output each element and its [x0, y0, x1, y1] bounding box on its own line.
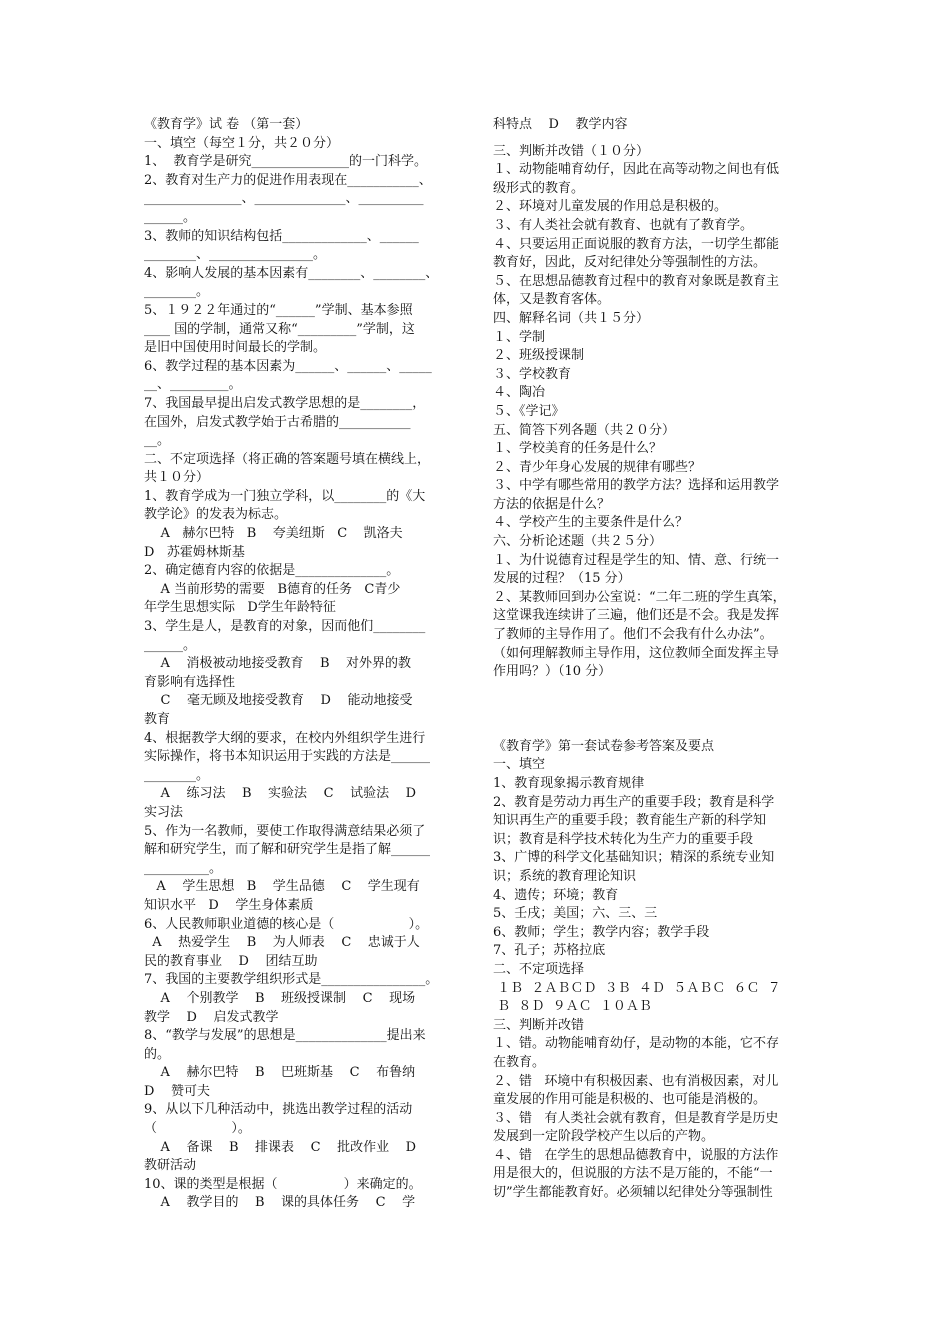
text-line: ５、在思想品德教育过程中的教育对象既是教育主 [493, 273, 780, 289]
text-line: ________。 [144, 284, 210, 300]
text-line: A 赫尔巴特 B 夸美纽斯 C 凯洛夫 [144, 526, 403, 542]
text-line: A 赫尔巴特 B 巴班斯基 C 布鲁纳 [144, 1065, 416, 1081]
text-line: A 练习法 B 实验法 C 试验法 D [144, 786, 417, 802]
text-line: ４、学校产生的主要条件是什么？ [493, 515, 689, 531]
text-line: 1、 教育学是研究_______________的一门科学。 [144, 154, 428, 170]
text-line: 7、孔子；苏格拉底 [493, 943, 606, 959]
text-line: 六、分析论述题（共２５分） [493, 534, 663, 550]
text-line: 实习法 [144, 804, 184, 820]
text-line: 年学生思想实际 D学生年龄特征 [144, 600, 336, 616]
text-line: D 苏霍姆林斯基 [144, 544, 245, 560]
text-line: 四、解释名词（共１５分） [493, 310, 650, 326]
text-line: 共１０分） [144, 470, 210, 486]
text-line: 用是很大的，但说服的方法不是万能的，不能“一 [493, 1166, 773, 1182]
text-line: 教育好，因此，反对纪律处分等强制性的方法。 [493, 255, 767, 271]
text-line: 二、不定项选择（将正确的答案题号填在横线上， [144, 451, 431, 467]
text-line: 9、从以下几种活动中，挑选出教学过程的活动 [144, 1102, 413, 1118]
text-line: ５、《学记》 [493, 403, 565, 419]
text-line: 7、我国的主要教学组织形式是________________。 [144, 972, 439, 988]
text-line: 育影响有选择性 [144, 674, 236, 690]
text-line: 3、学生是人，是教育的对象，因而他们________ [144, 619, 426, 635]
text-line: 教育 [144, 712, 171, 727]
text-line: 三、判断并改错 [493, 1017, 585, 1033]
text-line: 3、广博的科学文化基础知识；精深的系统专业知 [493, 850, 775, 866]
text-line: 《教育学》第一套试卷参考答案及要点 [493, 738, 715, 754]
text-line: 知识水平 D 学生身体素质 [144, 897, 314, 913]
right-column [493, 116, 808, 1203]
text-line: 6、人民教师职业道德的核心是（ ）。 [144, 916, 429, 932]
text-line: 一、填空（每空１分，共２０分） [144, 135, 340, 151]
text-line: A 当前形势的需要 B德育的任务 C青少 [144, 581, 401, 597]
text-line: 6、教师；学生；教学内容；教学手段 [493, 924, 710, 940]
text-line: 5、壬戌；美国；六、三、三 [493, 906, 658, 922]
text-line: 二、不定项选择 [493, 961, 585, 977]
text-line: ３、有人类社会就有教育、也就有了教育学。 [493, 217, 754, 233]
text-line: 10、课的类型是根据（ ）来确定的。 [144, 1176, 422, 1192]
text-line: 4、根据教学大纲的要求，在校内外组织学生进行 [144, 730, 426, 746]
text-line: __________。 [144, 860, 223, 876]
text-line: _______________、______________、__________ [144, 191, 424, 207]
spacer [493, 682, 808, 738]
text-line: ３、中学有哪些常用的教学方法？选择和运用教学 [493, 478, 780, 494]
exam-sections-3-6 [493, 143, 808, 682]
text-line: C 毫无顾及地接受教育 D 能动地接受 [144, 693, 413, 709]
text-line: 1、教育学成为一门独立学科，以________的《大 [144, 488, 426, 504]
text-line: １、学校美育的任务是什么？ [493, 441, 663, 457]
text-line: ４、错 在学生的思想品德教育中，说服的方法作 [493, 1147, 779, 1163]
text-line: 是旧中国使用时间最长的学制。 [144, 340, 327, 356]
text-line: 3、教师的知识结构包括_____________、______ [144, 228, 419, 244]
text-line: 1、教育现象揭示教育规律 [493, 776, 645, 791]
text-line: ______。 [144, 637, 197, 653]
text-line: ２、错 环境中有积极因素、也有消极因素，对儿 [493, 1073, 779, 1089]
text-line: 2、确定德育内容的依据是______________。 [144, 563, 400, 579]
exam-continuation [493, 116, 808, 135]
text-line: 五、简答下列各题（共２０分） [493, 422, 676, 438]
text-line: （ ）。 [144, 1121, 251, 1137]
text-line: 发展的过程？（15 分） [493, 571, 631, 587]
text-line: 在国外，启发式教学始于古希腊的___________ [144, 414, 411, 430]
text-line: ２、环境对儿童发展的作用总是积极的。 [493, 199, 728, 215]
answer-key [493, 738, 808, 1203]
text-line: A 教学目的 B 课的具体任务 C 学 [144, 1195, 416, 1211]
text-line: ４、只要运用正面说服的教育方法，一切学生都能 [493, 236, 780, 252]
text-line: 童发展的作用可能是积极的、也可能是消极的。 [493, 1092, 767, 1108]
spacer [493, 135, 808, 143]
text-line: D 赞可夫 [144, 1083, 210, 1099]
text-line: ２、青少年身心发展的规律有哪些？ [493, 459, 702, 475]
text-line: ________、________________。 [144, 247, 327, 263]
text-line: 7、我国最早提出启发式教学思想的是________， [144, 395, 426, 411]
text-line: 2、教育对生产力的促进作用表现在___________、 [144, 172, 432, 188]
text-line: 5、１９２２年通过的“______”学制、基本参照 [144, 302, 413, 318]
text-line: 识；系统的教育理论知识 [493, 868, 637, 884]
text-line: 的。 [144, 1046, 171, 1062]
text-line: （如何理解教师主导作用，这位教师全面发挥主导 [493, 645, 780, 661]
text-line: 级形式的教育。 [493, 180, 585, 196]
text-line: ____ 国的学制，通常又称“_________”学制，这 [144, 321, 415, 337]
text-line: 教研活动 [144, 1158, 197, 1174]
text-line: ４、陶冶 [493, 385, 546, 401]
text-line: 《教育学》试 卷 （第一套） [144, 117, 309, 132]
text-line: A 备课 B 排课表 C 批改作业 D [144, 1139, 417, 1155]
text-line: ________。 [144, 767, 210, 783]
text-line: 在教育。 [493, 1054, 546, 1070]
text-line: __、_________。 [144, 377, 242, 393]
text-line: 科特点 D 教学内容 [493, 117, 628, 132]
text-line: 2、教育是劳动力再生产的重要手段；教育是科学 [493, 794, 775, 810]
text-line: A 消极被动地接受教育 B 对外界的教 [144, 656, 412, 672]
text-line: 这堂课我连续讲了三遍，他们还是不会。我是发挥 [493, 608, 780, 624]
text-line: 体，又是教育客体。 [493, 292, 611, 308]
text-line: 教学 D 启发式教学 [144, 1009, 279, 1025]
text-line: １Ｂ ２ＡＢＣＤ ３Ｂ ４Ｄ ５ＡＢＣ ６Ｃ ７ [493, 980, 781, 996]
text-line: 切”学生都能教育好。必须辅以纪律处分等强制性 [493, 1185, 773, 1201]
text-line: 知识再生产的重要手段；教育能生产新的科学知 [493, 813, 767, 829]
text-line: ______。 [144, 209, 197, 225]
text-line: ３、学校教育 [493, 366, 572, 382]
text-line: __。 [144, 433, 171, 449]
text-line: 方法的依据是什么？ [493, 496, 611, 512]
text-line: １、错。动物能哺育幼仔，是动物的本能，它不存 [493, 1036, 780, 1052]
text-line: Ｂ ８Ｄ ９ＡＣ １０ＡＢ [493, 999, 652, 1015]
text-line: 5、作为一名教师，要使工作取得满意结果必须了 [144, 823, 426, 839]
text-line: A 热爱学生 B 为人师表 C 忠诚于人 [144, 935, 420, 951]
text-line: 民的教育事业 D 团结互助 [144, 953, 318, 969]
text-line: １、动物能哺育幼仔，因此在高等动物之间也有低 [493, 162, 780, 178]
text-line: ３、错 有人类社会就有教育，但是教育学是历史 [493, 1110, 779, 1126]
text-line: A 学生思想 B 学生品德 C 学生现有 [144, 879, 420, 895]
text-line: ２、班级授课制 [493, 348, 585, 364]
text-line: 作用吗？）（10 分） [493, 664, 612, 680]
text-line: ２、某教师回到办公室说：“二年二班的学生真笨， [493, 589, 786, 605]
text-line: 发展到一定阶段学校产生以后的产物。 [493, 1129, 715, 1145]
text-line: A 个别教学 B 班级授课制 C 现场 [144, 990, 416, 1006]
left-column [144, 116, 462, 1213]
text-line: １、为什说德育过程是学生的知、情、意、行统一 [493, 552, 780, 568]
text-line: 教学论》的发表为标志。 [144, 507, 288, 523]
text-line: 实际操作，将书本知识运用于实践的方法是______ [144, 749, 431, 765]
text-line: 解和研究学生，而了解和研究学生是指了解______ [144, 842, 431, 858]
text-line: 8、“教学与发展”的思想是______________提出来 [144, 1028, 426, 1044]
text-line: 6、教学过程的基本因素为______、______、_____ [144, 358, 432, 374]
text-line: 4、影响人发展的基本因素有________、________、 [144, 265, 439, 281]
text-line: 三、判断并改错（１０分） [493, 143, 650, 159]
text-line: 了教师的主导作用了。他们不会我有什么办法”。 [493, 627, 773, 643]
text-line: １、学制 [493, 329, 546, 345]
text-line: 识；教育是科学技术转化为生产力的重要手段 [493, 831, 754, 847]
text-line: 4、遗传；环境；教育 [493, 887, 619, 903]
text-line: 一、填空 [493, 757, 546, 773]
